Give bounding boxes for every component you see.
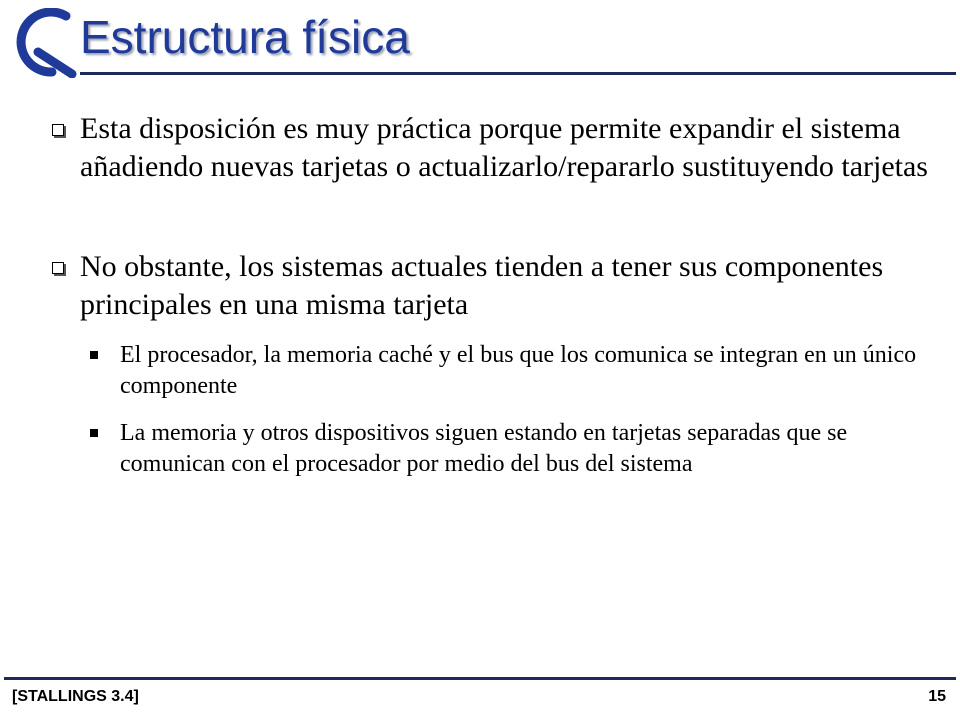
title-divider (80, 72, 956, 75)
bullet-item (48, 248, 928, 324)
bullet-item (48, 110, 928, 186)
square-bullet-icon (90, 429, 98, 437)
slide-title: Estructura física (80, 11, 410, 63)
square-bullet-icon (90, 351, 98, 359)
checkbox-bullet-icon (52, 262, 64, 274)
sub-bullet-item (80, 340, 928, 402)
sub-bullet-item (80, 418, 928, 480)
page-number: 15 (928, 688, 946, 705)
sub-bullet-text: La memoria y otros dispositivos siguen estando en tarjetas separadas que se comunican con el procesador por medio del bus del sistema (120, 420, 848, 477)
footer-divider (4, 677, 956, 680)
bullet-text: No obstante, los sistemas actuales tienden a tener sus componentes principales en una misma tarjeta (80, 250, 884, 321)
checkbox-bullet-icon (52, 124, 64, 136)
slide-content (48, 110, 928, 480)
institution-logo (8, 8, 78, 78)
bullet-text: Esta disposición es muy práctica porque permite expandir el sistema añadiendo nuevas tarjetas o actualizarlo/repararlo sustituyendo tarjetas (80, 112, 928, 183)
sub-bullet-text: El procesador, la memoria caché y el bus que los comunica se integran en un único componente (120, 342, 917, 399)
reference-label: [STALLINGS 3.4] (12, 688, 139, 705)
